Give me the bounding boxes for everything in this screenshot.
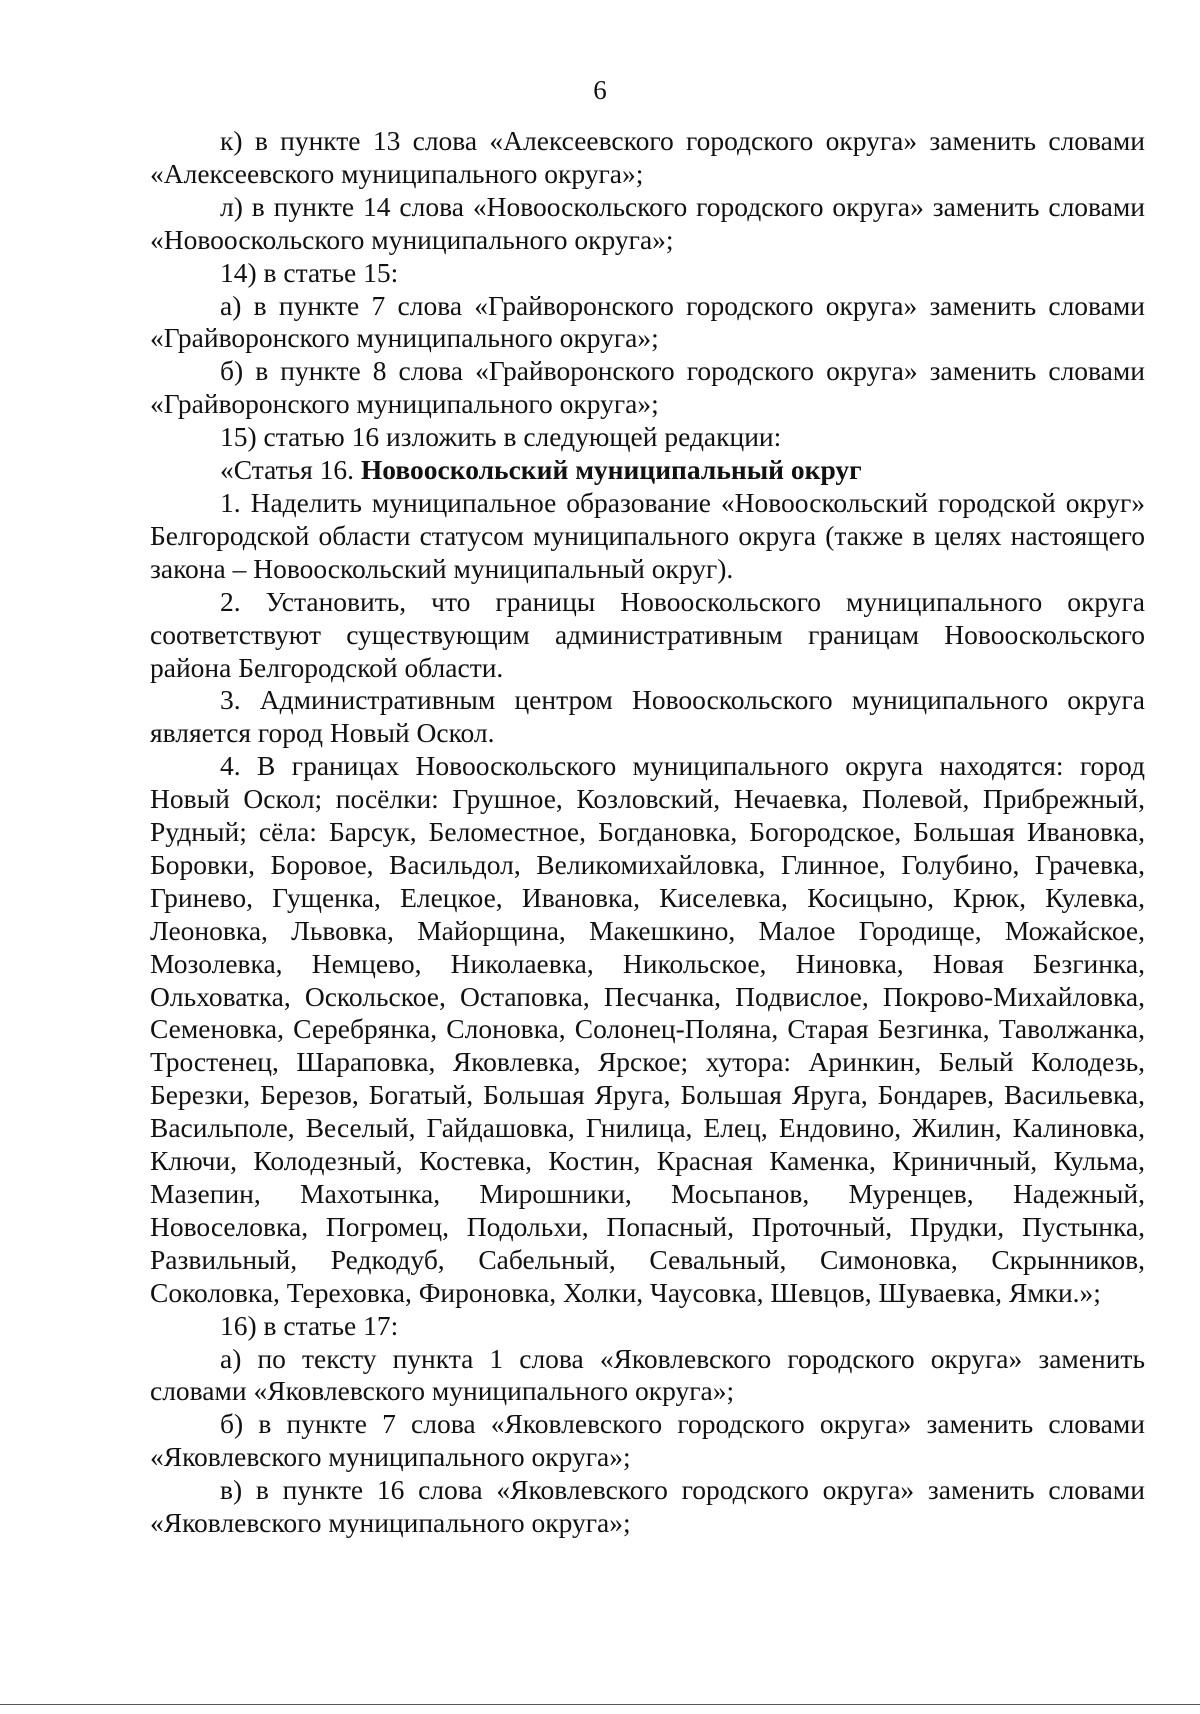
- page-number: 6: [593, 75, 607, 105]
- article-title: Новооскольский муниципальный округ: [360, 454, 862, 486]
- paragraph-14: 14) в статье 15:: [220, 256, 399, 288]
- paragraph-l: л) в пункте 14 слова «Новооскольского городского округа» заменить словами «Новооскольского муниципального округа»;: [150, 190, 1145, 255]
- article-prefix: «Статья 16.: [220, 454, 361, 486]
- article-heading: [150, 454, 1145, 487]
- paragraph-16a: а) по тексту пункта 1 слова «Яковлевского городского округа» заменить словами «Яковлевского муниципального округа»;: [150, 1342, 1145, 1407]
- paragraph-16b: б) в пункте 7 слова «Яковлевского городского округа» заменить словами «Яковлевского муниципального округа»;: [150, 1408, 1145, 1473]
- paragraph-16v: в) в пункте 16 слова «Яковлевского городского округа» заменить словами «Яковлевского муниципального округа»;: [150, 1474, 1145, 1539]
- paragraph-14b: б) в пункте 8 слова «Грайворонского городского округа» заменить словами «Грайворонского муниципального округа»;: [150, 355, 1145, 420]
- article-item-1: 1. Наделить муниципальное образование «Новооскольский городской округ» Белгородской области статусом муниципального округа (также в целях настоящего закона – Новооскольский муниципальный округ).: [150, 486, 1145, 584]
- document-body: [150, 125, 1145, 1540]
- paragraph-15: 15) статью 16 изложить в следующей редакции:: [220, 421, 782, 453]
- paragraph-k: к) в пункте 13 слова «Алексеевского городского округа» заменить словами «Алексеевского муниципального округа»;: [150, 125, 1145, 189]
- paragraph-16: 16) в статье 17:: [220, 1309, 399, 1341]
- article-item-2: 2. Установить, что границы Новооскольского муниципального округа соответствуют существующим административным границам Новооскольского района Белгородской области.: [150, 585, 1145, 683]
- article-item-3: 3. Административным центром Новооскольского муниципального округа является город Новый Оскол.: [150, 684, 1145, 749]
- article-item-4: 4. В границах Новооскольского муниципального округа находятся: город Новый Оскол; посёлки: Грушное, Козловский, Нечаевка, Полевой, Прибрежный, Рудный; сёла: Барсук, Беломестное, Богдановка, Богородское, Большая Ивановка, Боровки, Боровое, Васильдол, Великомихайловка, Глинное, Голубино, Грачевка, Гринево, Гущенка, Елецкое, Ивановка, Киселевка, Косицыно, Крюк, Кулевка, Леоновка, Львовка, Майорщина, Макешкино, Малое Городище, Можайское, Мозолевка, Немцево, Николаевка, Никольское, Ниновка, Новая Безгинка, Ольховатка, Оскольское, Остаповка, Песчанка, Подвислое, Покрово-Михайловка, Семеновка, Серебрянка, Слоновка, Солонец-Поляна, Старая Безгинка, Таволжанка, Тростенец, Шараповка, Яковлевка, Ярское; хутора: Аринкин, Белый Колодезь, Березки, Березов, Богатый, Большая Яруга, Большая Яруга, Бондарев, Васильевка, Васильполе, Веселый, Гайдашовка, Гнилица, Елец, Ендовино, Жилин, Калиновка, Ключи, Колодезный, Костевка, Костин, Красная Каменка, Криничный, Кульма, Мазепин, Махотынка, Мирошники, Мосьпанов, Муренцев, Надежный, Новоселовка, Погромец, Подольхи, Попасный, Проточный, Прудки, Пустынка, Развильный, Редкодуб, Сабельный, Севальный, Симоновка, Скрынников, Соколовка, Тереховка, Фироновка, Холки, Чаусовка, Шевцов, Шуваевка, Ямки.»;: [150, 750, 1145, 1308]
- scan-edge-line: [0, 1704, 1200, 1705]
- paragraph-14a: а) в пункте 7 слова «Грайворонского городского округа» заменить словами «Грайворонского муниципального округа»;: [150, 289, 1145, 354]
